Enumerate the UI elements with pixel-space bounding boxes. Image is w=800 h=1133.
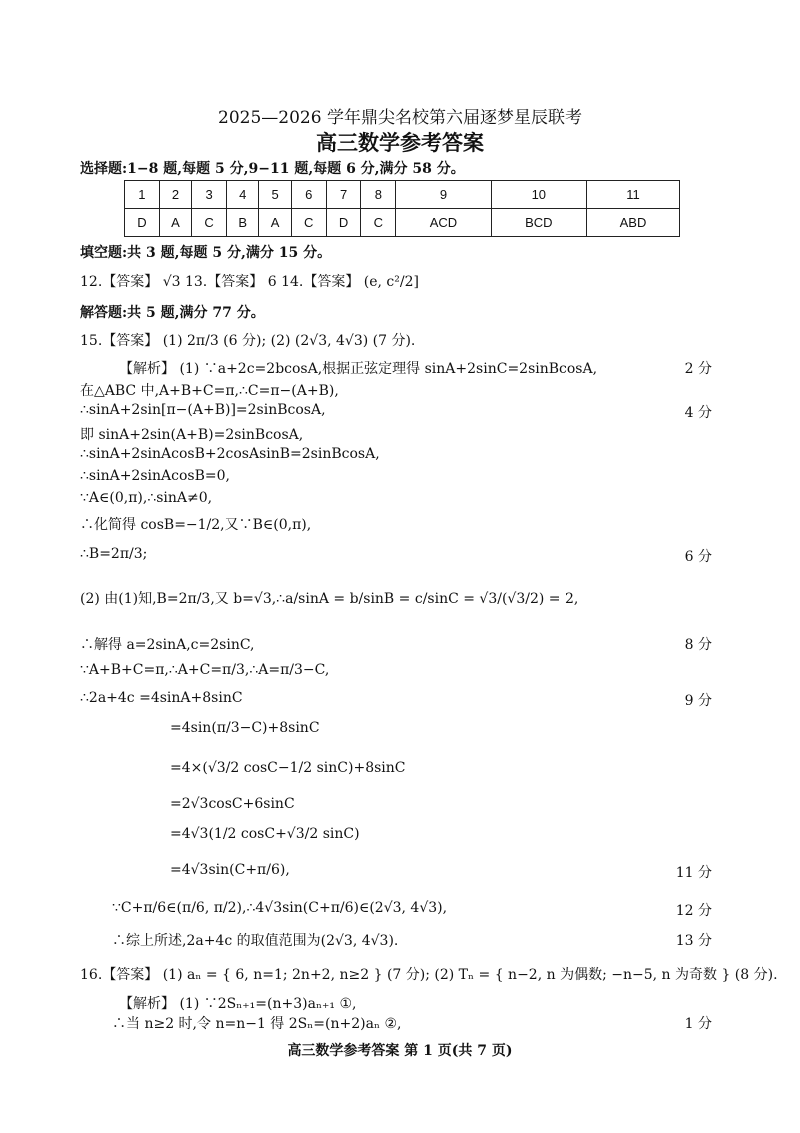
question-number: 8 (361, 181, 396, 209)
answer-cell: A (259, 209, 291, 237)
solution-line: ∴sinA+2sinAcosB=0, (80, 468, 230, 484)
solution-line: =4√3sin(C+π/6), (170, 862, 290, 878)
solution-line: 【解析】 (1) ∵a+2c=2bcosA,根据正弦定理得 sinA+2sinC=2sinBcosA, (119, 361, 598, 377)
fill-answers: 12.【答案】 √3 13.【答案】 6 14.【答案】 (e, c²/2] (80, 274, 419, 290)
question-number: 3 (192, 181, 227, 209)
q15-answer: 15.【答案】 (1) 2π/3 (6 分); (2) (2√3, 4√3) (7 分). (80, 333, 416, 349)
answer-cell: ACD (396, 209, 491, 237)
answer-cell: D (326, 209, 361, 237)
solution-line: ∴解得 a=2sinA,c=2sinC, (80, 637, 255, 653)
solution-line: 即 sinA+2sin(A+B)=2sinBcosA, (80, 427, 304, 443)
question-number: 7 (326, 181, 361, 209)
document-title: 2025—2026 学年鼎尖名校第六届逐梦星辰联考 (218, 108, 582, 128)
solve-heading: 解答题:共 5 题,满分 77 分。 (80, 305, 265, 321)
question-number: 6 (291, 181, 326, 209)
solution-line: ∵A+B+C=π,∴A+C=π/3,∴A=π/3−C, (80, 662, 330, 678)
question-number: 11 (586, 181, 679, 209)
solution-line: ∴化简得 cosB=−1/2,又∵B∈(0,π), (80, 517, 312, 533)
solution-line: ∴2a+4c =4sinA+8sinC (80, 690, 243, 706)
question-number: 5 (259, 181, 291, 209)
document-subtitle: 高三数学参考答案 (316, 130, 484, 155)
fill-heading: 填空题:共 3 题,每题 5 分,满分 15 分。 (80, 245, 332, 261)
question-number: 10 (491, 181, 586, 209)
answer-table (124, 180, 680, 237)
solution-line: ∴当 n≥2 时,令 n=n−1 得 2Sₙ=(n+2)aₙ ②, (112, 1016, 402, 1032)
answer-cell: B (227, 209, 259, 237)
answer-cell: ABD (586, 209, 679, 237)
answer-cell: A (159, 209, 191, 237)
score-mark: 12 分 (675, 903, 712, 919)
answer-cell: C (291, 209, 326, 237)
question-number: 4 (227, 181, 259, 209)
solution-line: ∴综上所述,2a+4c 的取值范围为(2√3, 4√3). (112, 933, 399, 949)
solution-line: ∵A∈(0,π),∴sinA≠0, (80, 490, 213, 506)
score-mark: 2 分 (684, 361, 712, 377)
solution-line: =4×(√3/2 cosC−1/2 sinC)+8sinC (170, 760, 406, 776)
answer-cell: C (192, 209, 227, 237)
score-mark: 11 分 (675, 865, 712, 881)
solution-line: 在△ABC 中,A+B+C=π,∴C=π−(A+B), (80, 383, 339, 399)
q16-answer: 16.【答案】 (1) aₙ = { 6, n=1; 2n+2, n≥2 } (7 分); (2) Tₙ = { n−2, n 为偶数; −n−5, n 为奇数 } (8 分). (80, 967, 778, 983)
question-number: 1 (125, 181, 160, 209)
score-mark: 1 分 (684, 1016, 712, 1032)
solution-line: ∴sinA+2sinAcosB+2cosAsinB=2sinBcosA, (80, 446, 380, 462)
solution-line: 【解析】 (1) ∵2Sₙ₊₁=(n+3)aₙ₊₁ ①, (119, 996, 357, 1012)
score-mark: 9 分 (684, 693, 712, 709)
solution-line: ∵C+π/6∈(π/6, π/2),∴4√3sin(C+π/6)∈(2√3, 4√3), (112, 900, 448, 916)
question-number: 2 (159, 181, 191, 209)
solution-line: ∴B=2π/3; (80, 546, 148, 562)
answer-table-answer-row (125, 209, 680, 237)
solution-line: =4√3(1/2 cosC+√3/2 sinC) (170, 826, 360, 842)
answer-cell: BCD (491, 209, 586, 237)
solution-line: (2) 由(1)知,B=2π/3,又 b=√3,∴a/sinA = b/sinB = c/sinC = √3/(√3/2) = 2, (80, 591, 579, 607)
page-footer: 高三数学参考答案 第 1 页(共 7 页) (287, 1043, 513, 1059)
answer-cell: D (125, 209, 160, 237)
score-mark: 8 分 (684, 637, 712, 653)
solution-line: ∴sinA+2sin[π−(A+B)]=2sinBcosA, (80, 402, 326, 418)
solution-line: =2√3cosC+6sinC (170, 796, 295, 812)
answer-table-number-row (125, 181, 680, 209)
score-mark: 6 分 (684, 549, 712, 565)
mc-heading: 选择题:1−8 题,每题 5 分,9−11 题,每题 6 分,满分 58 分。 (80, 161, 465, 177)
score-mark: 13 分 (675, 933, 712, 949)
score-mark: 4 分 (684, 405, 712, 421)
solution-line: =4sin(π/3−C)+8sinC (170, 720, 320, 736)
question-number: 9 (396, 181, 491, 209)
answer-cell: C (361, 209, 396, 237)
